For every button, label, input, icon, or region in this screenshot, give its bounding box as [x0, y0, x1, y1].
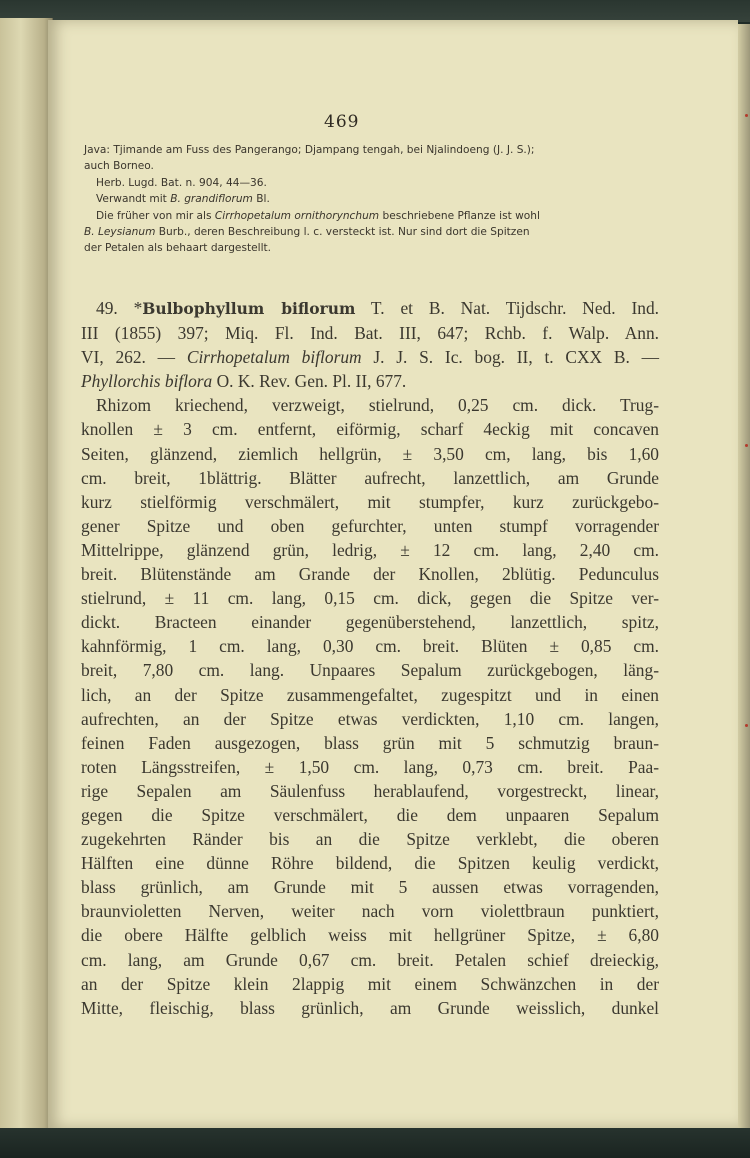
description-line: cm. lang, am Grunde 0,67 cm. breit. Petalen schief dreieckig, [81, 949, 659, 970]
description-line: feinen Faden ausgezogen, blass grün mit 5 schmutzig braun- [81, 732, 659, 753]
book-gutter [0, 18, 53, 1130]
note-line: Herb. Lugd. Bat. n. 904, 44—36. [96, 176, 267, 189]
description-line: Mitte, fleischig, blass grünlich, am Grunde weisslich, dunkel [81, 997, 659, 1018]
description-line: knollen ± 3 cm. entfernt, eiförmig, scharf 4eckig mit concaven [81, 419, 659, 440]
book-page [48, 20, 738, 1128]
description-line: zugekehrten Ränder bis an die Spitze verklebt, die oberen [81, 829, 659, 850]
description-line: gegen die Spitze verschmälert, die dem unpaaren Sepalum [81, 804, 659, 825]
description-line: kurz stielförmig verschmälert, mit stumpfer, kurz zurückgebo- [81, 491, 659, 512]
description-line: Mittelrippe, glänzend grün, ledrig, ± 12 cm. lang, 2,40 cm. [81, 539, 659, 560]
citation-line: III (1855) 397; Miq. Fl. Ind. Bat. III, 647; Rchb. f. Walp. Ann. [81, 323, 659, 344]
foxing-mark [745, 444, 748, 447]
description-line: breit, 7,80 cm. lang. Unpaares Sepalum zurückgebogen, läng- [81, 660, 659, 681]
description-line: braunvioletten Nerven, weiter nach vorn violettbraun punktiert, [81, 901, 659, 922]
description-line: stielrund, ± 11 cm. lang, 0,15 cm. dick, gegen die Spitze ver- [81, 588, 659, 609]
note-line: Die früher von mir als Cirrhopetalum ornithorynchum beschriebene Pflanze ist wohl [96, 209, 540, 222]
foxing-mark [745, 114, 748, 117]
description-line: breit. Blütenstände am Grande der Knollen, 2blütig. Pedunculus [81, 564, 659, 585]
species-name: Bulbophyllum biflorum [142, 299, 356, 318]
citation-line: Phyllorchis biflora O. K. Rev. Gen. Pl. II, 677. [81, 371, 407, 392]
description-line: Hälften eine dünne Röhre bildend, die Spitzen keulig verdickt, [81, 853, 659, 874]
foxing-mark [745, 724, 748, 727]
description-body [81, 393, 659, 1019]
citation-line: VI, 262. — Cirrhopetalum biflorum J. J. S. Ic. bog. II, t. CXX B. — [81, 347, 659, 368]
description-line: cm. breit, 1blättrig. Blätter aufrecht, lanzettlich, am Grunde [81, 467, 659, 488]
entry-heading: 49. *Bulbophyllum biflorum T. et B. Nat. Tijdschr. Ned. Ind. [96, 298, 659, 318]
note-line: der Petalen als behaart dargestellt. [84, 242, 272, 255]
description-line: blass grünlich, am Grunde mit 5 aussen etwas vorragenden, [81, 877, 659, 898]
species-entry [81, 296, 659, 1020]
footnote-block [84, 142, 654, 257]
description-line: roten Längsstreifen, ± 1,50 cm. lang, 0,73 cm. breit. Paa- [81, 756, 659, 777]
description-line: kahnförmig, 1 cm. lang, 0,30 cm. breit. Blüten ± 0,85 cm. [81, 636, 659, 657]
description-line: gener Spitze und oben gefurchter, unten stumpf vorragender [81, 515, 659, 536]
note-line: B. Leysianum Burb., deren Beschreibung l. c. versteckt ist. Nur sind dort die Spitzen [84, 226, 530, 239]
description-line: an der Spitze klein 2lappig mit einem Schwänzchen in der [81, 973, 659, 994]
description-line: dickt. Bracteen einander gegenüberstehend, lanzettlich, spitz, [81, 612, 659, 633]
note-line: Verwandt mit B. grandiflorum Bl. [96, 193, 270, 206]
description-line: Rhizom kriechend, verzweigt, stielrund, 0,25 cm. dick. Trug- [96, 395, 659, 416]
scan-top-edge [0, 0, 750, 22]
description-line: die obere Hälfte gelblich weiss mit hellgrüner Spitze, ± 6,80 [81, 925, 659, 946]
page-number: 469 [324, 112, 360, 132]
note-line: auch Borneo. [84, 160, 154, 173]
description-line: lich, an der Spitze zusammengefaltet, zugespitzt und in einen [81, 684, 659, 705]
description-line: Seiten, glänzend, ziemlich hellgrün, ± 3,50 cm, lang, bis 1,60 [81, 443, 659, 464]
description-line: rige Sepalen am Säulenfuss herablaufend, vorgestreckt, linear, [81, 780, 659, 801]
scan-bottom-edge [0, 1128, 750, 1158]
note-line: Java: Tjimande am Fuss des Pangerango; Djampang tengah, bei Njalindoeng (J. J. S.); [84, 144, 535, 156]
description-line: aufrechten, an der Spitze etwas verdickten, 1,10 cm. langen, [81, 708, 659, 729]
